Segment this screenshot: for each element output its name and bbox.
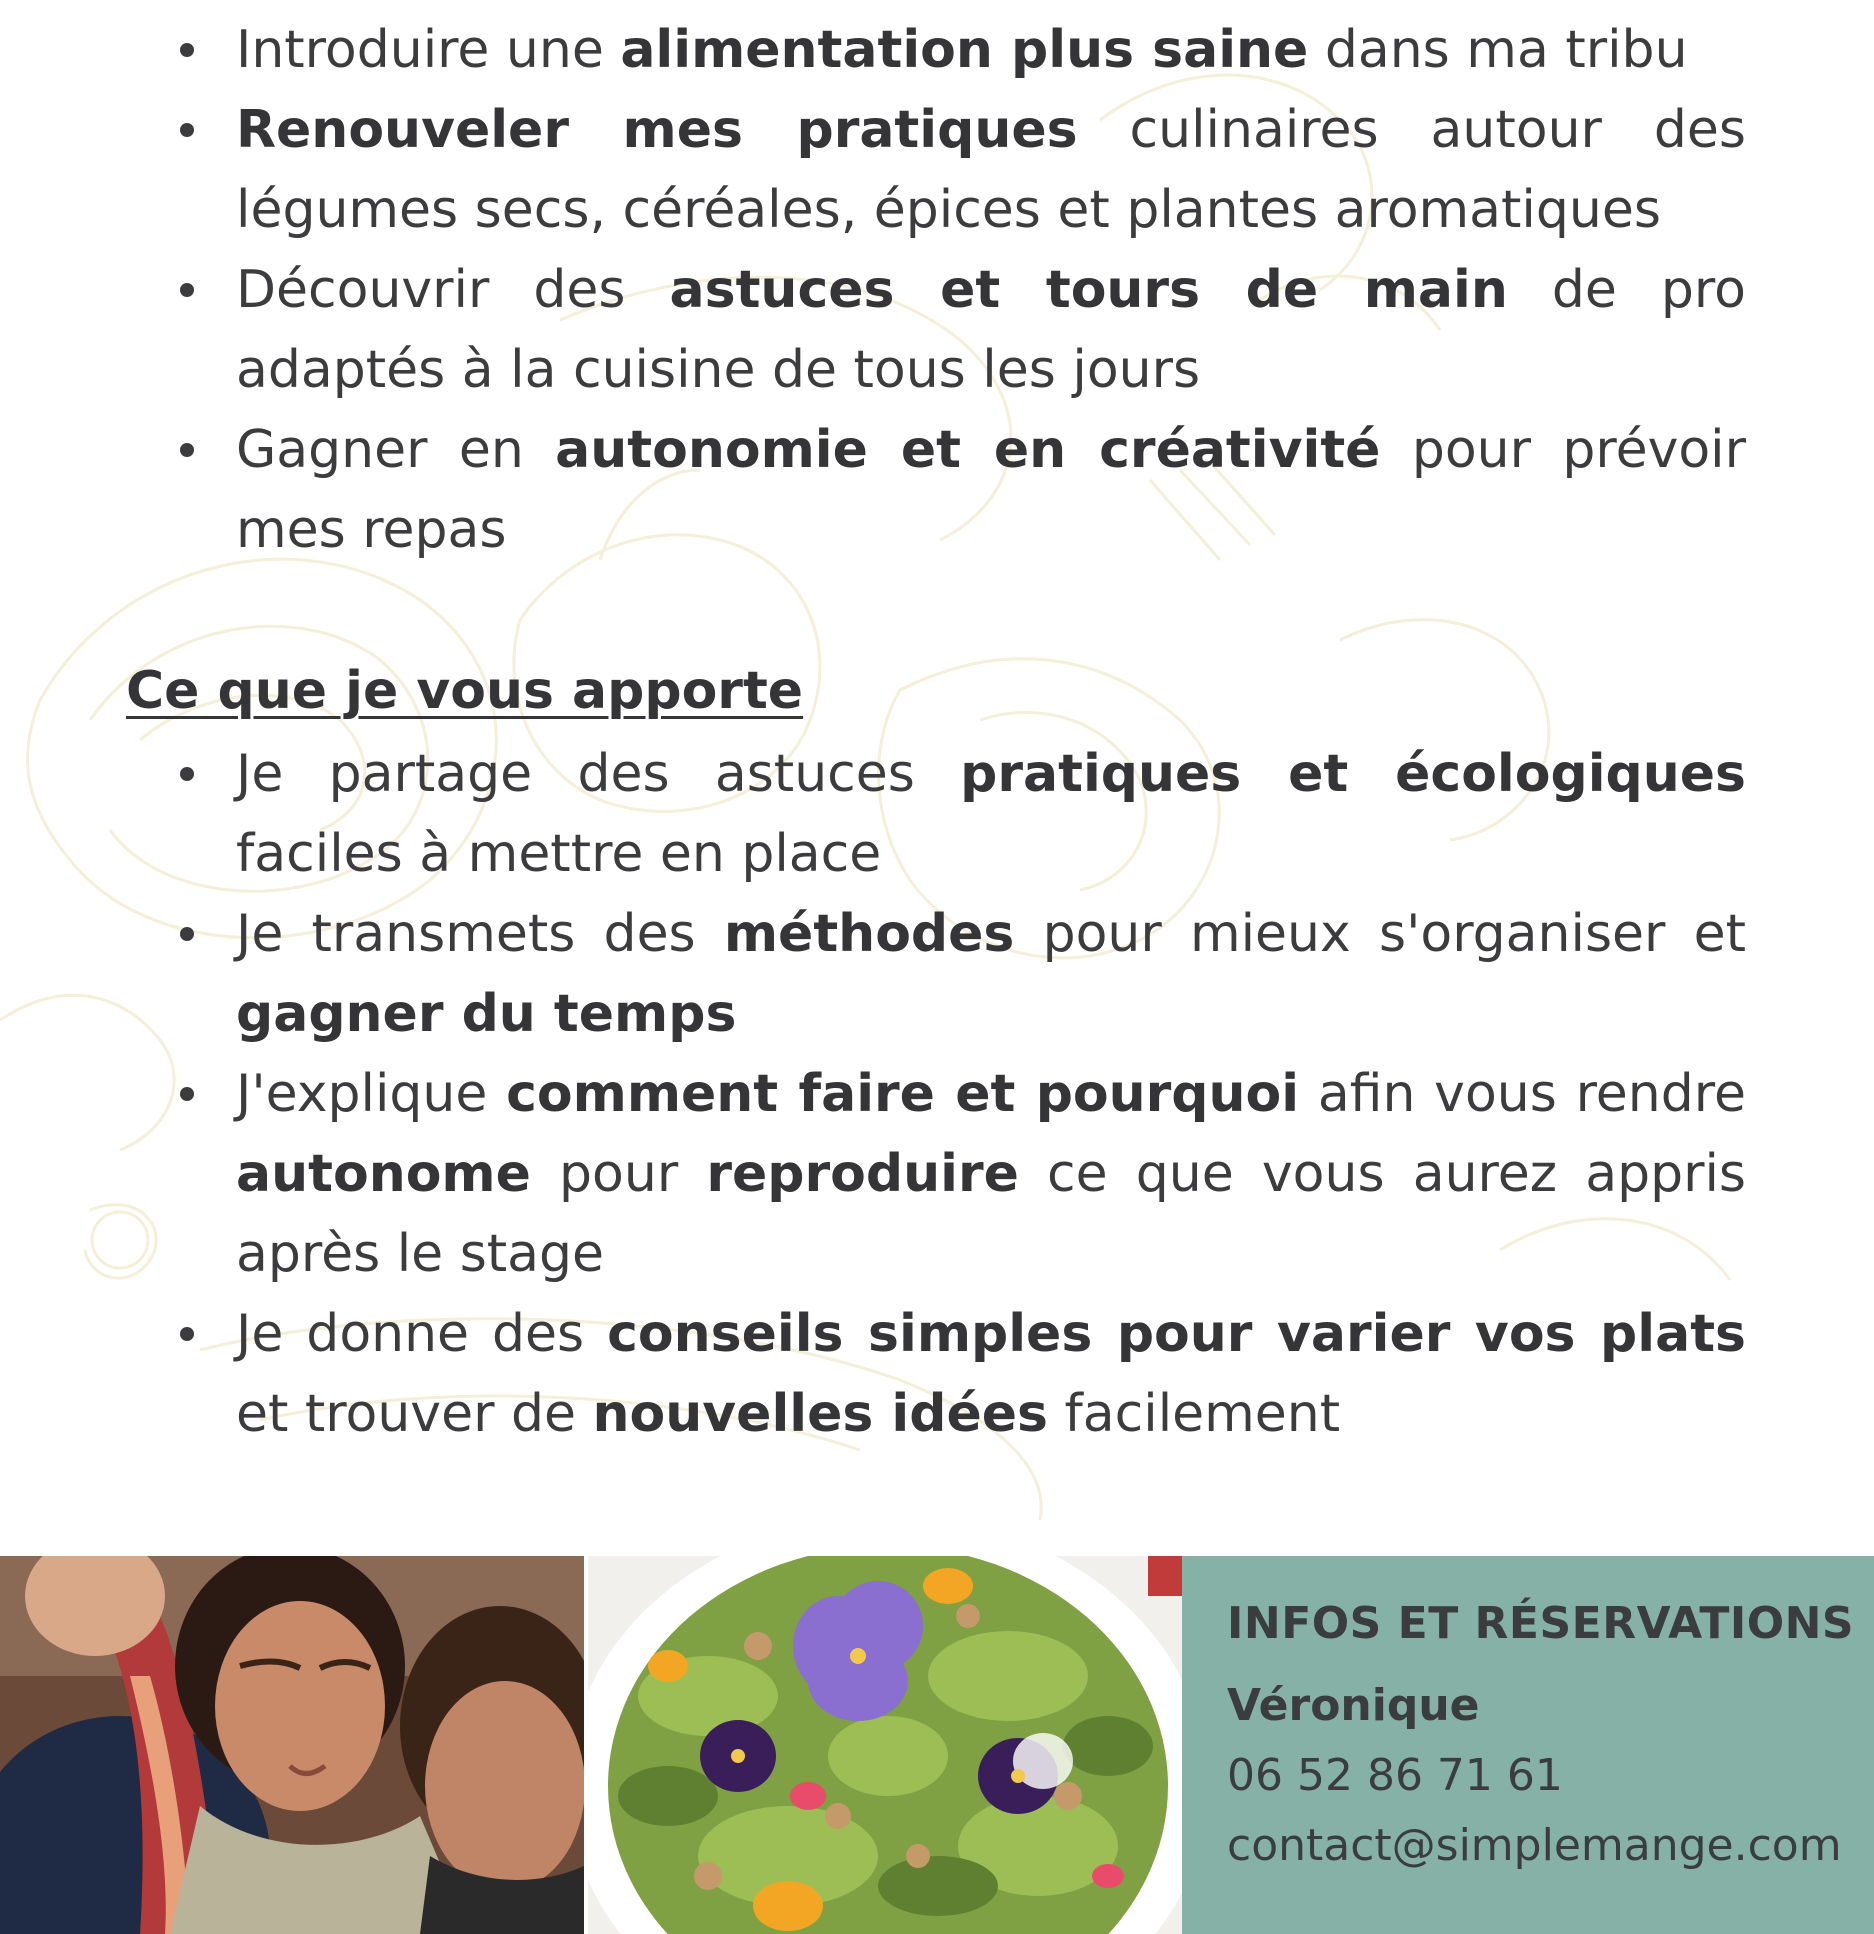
bold-text: Renouveler mes pratiques (236, 100, 1078, 160)
bold-text: alimentation plus saine (620, 20, 1309, 80)
section-title: Ce que je vous apporte (126, 661, 804, 721)
bold-text: pratiques et écologiques (960, 744, 1746, 804)
goal-item (236, 410, 1746, 570)
bold-text: autonomie et en créativité (555, 420, 1381, 480)
bold-text: reproduire (706, 1144, 1019, 1204)
contact-name: Véronique (1227, 1680, 1480, 1731)
bold-text: gagner du temps (236, 984, 737, 1044)
infos-panel (1182, 1556, 1874, 1934)
bold-text: comment faire et pourquoi (506, 1064, 1300, 1124)
text: Je transmets des (236, 904, 724, 964)
text: Introduire une (236, 20, 621, 80)
footer-band (0, 1556, 1874, 1934)
goal-item (236, 250, 1746, 410)
text: Gagner en (236, 420, 556, 480)
offer-item (236, 894, 1746, 1054)
goals-list (126, 10, 1746, 570)
text: Découvrir des (236, 260, 670, 320)
text: culinaires autour des légumes secs, céréales, épices et plantes aromatiques (236, 100, 1746, 240)
text: faciles à mettre en place (236, 824, 882, 884)
offer-item (236, 1054, 1746, 1294)
flower-salad-photo (588, 1556, 1182, 1934)
text: pour mieux s'organiser et (1014, 904, 1746, 964)
text: Je donne des (236, 1304, 608, 1364)
text: de pro adaptés à la cuisine de tous les jours (236, 260, 1746, 400)
bold-text: conseils simples pour varier vos plats (607, 1304, 1746, 1364)
infos-title: INFOS ET RÉSERVATIONS (1227, 1598, 1855, 1649)
text: Je partage des astuces (236, 744, 961, 804)
contact-email[interactable]: contact@simplemange.com (1227, 1820, 1842, 1871)
text: ce que vous aurez appris après le stage (236, 1144, 1747, 1284)
bold-text: méthodes (723, 904, 1015, 964)
bold-text: nouvelles idées (592, 1384, 1048, 1444)
text: dans ma tribu (1308, 20, 1688, 80)
text: pour (530, 1144, 707, 1204)
text: J'explique (236, 1064, 507, 1124)
text: facilement (1047, 1384, 1341, 1444)
text: afin vous rendre (1299, 1064, 1746, 1124)
cooking-workshop-photo (0, 1556, 584, 1934)
bold-text: autonome (236, 1144, 531, 1204)
bold-text: astuces et tours de main (669, 260, 1508, 320)
contact-phone[interactable]: 06 52 86 71 61 (1227, 1750, 1563, 1801)
text: pour prévoir mes repas (236, 420, 1746, 560)
offer-item (236, 734, 1746, 894)
offer-list (126, 734, 1746, 1454)
offer-item (236, 1294, 1746, 1454)
goal-item (236, 90, 1746, 250)
goal-item (236, 10, 1746, 90)
text: et trouver de (236, 1384, 593, 1444)
